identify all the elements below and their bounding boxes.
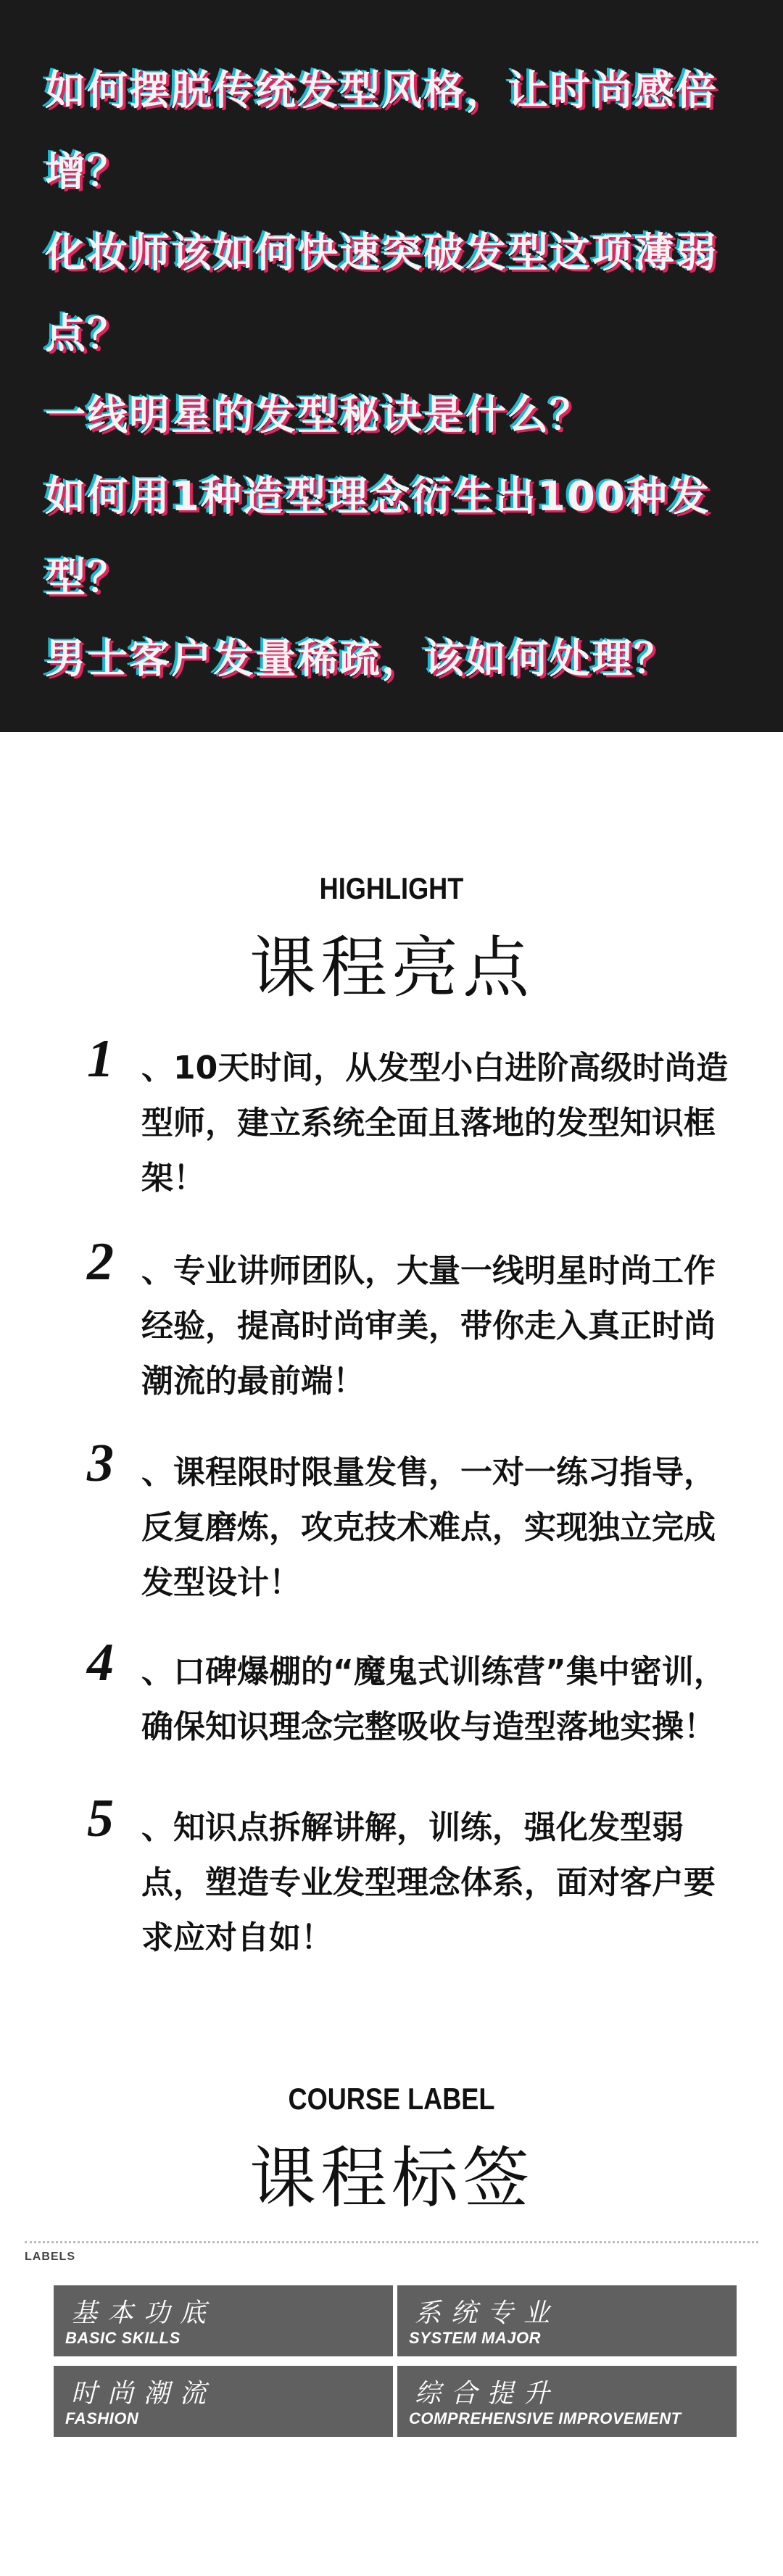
label-card-system-major — [397, 2285, 737, 2356]
highlight-item — [87, 1633, 726, 1765]
highlight-item — [87, 1029, 729, 1212]
highlight-text: 、10天时间，从发型小白进阶高级时尚造型师，建立系统全面且落地的发型知识框架！ — [141, 1050, 729, 1197]
hero-banner — [0, 0, 783, 732]
hero-line: 男士客户发量稀疏，该如何处理？ — [45, 636, 676, 683]
course-label-title-zh: 课程标签 — [249, 2140, 534, 2217]
highlight-text: 、课程限时限量发售，一对一练习指导，反复磨炼，攻克技术难点，实现独立完成发型设计！ — [141, 1454, 716, 1601]
highlight-number: 4 — [87, 1633, 114, 1692]
label-card-zh: 综合提升 — [415, 2379, 560, 2409]
hero-line: 点？ — [45, 311, 129, 358]
labels-tag: LABELS — [25, 2251, 75, 2263]
hero-line: 如何摆脱传统发型风格，让时尚感倍 — [45, 67, 718, 115]
hero-line: 增？ — [45, 149, 129, 196]
label-card-basic-skills — [54, 2285, 393, 2356]
highlight-number: 1 — [87, 1029, 114, 1089]
hero-question-list — [45, 51, 741, 700]
label-card-comprehensive-improvement — [397, 2366, 737, 2437]
highlight-title-en: HIGHLIGHT — [319, 871, 464, 905]
label-card-zh: 时尚潮流 — [71, 2379, 217, 2409]
label-card-zh: 系统专业 — [415, 2298, 560, 2328]
highlight-text: 、口碑爆棚的“魔鬼式训练营”集中密训，确保知识理念完整吸收与造型落地实操！ — [141, 1653, 726, 1745]
hero-line: 如何用1种造型理念衍生出100种发 — [45, 473, 710, 520]
label-card-en: FASHION — [65, 2409, 139, 2427]
labels-divider — [25, 2241, 758, 2243]
label-card-en: COMPREHENSIVE IMPROVEMENT — [409, 2409, 682, 2427]
highlight-number: 5 — [87, 1789, 114, 1848]
label-card-fashion — [54, 2366, 393, 2437]
highlight-item — [87, 1789, 725, 1972]
highlight-number: 2 — [87, 1232, 114, 1292]
course-label-title-en: COURSE LABEL — [288, 2082, 495, 2116]
hero-line: 化妆师该如何快速突破发型这项薄弱 — [45, 230, 718, 277]
highlight-title-zh: 课程亮点 — [249, 929, 534, 1007]
highlight-item — [87, 1232, 725, 1415]
highlight-item — [87, 1434, 725, 1616]
hero-line: 一线明星的发型秘诀是什么？ — [45, 392, 592, 439]
highlight-text: 、知识点拆解讲解，训练，强化发型弱点，塑造专业发型理念体系，面对客户要求应对自如！ — [141, 1809, 716, 1956]
highlight-number: 3 — [87, 1434, 114, 1493]
label-card-zh: 基本功底 — [71, 2298, 217, 2328]
hero-line: 型？ — [45, 554, 129, 602]
highlight-text: 、专业讲师团队，大量一线明星时尚工作经验，提高时尚审美，带你走入真正时尚潮流的最前端！ — [141, 1252, 716, 1400]
label-card-en: SYSTEM MAJOR — [409, 2329, 542, 2347]
label-card-en: BASIC SKILLS — [65, 2329, 181, 2347]
